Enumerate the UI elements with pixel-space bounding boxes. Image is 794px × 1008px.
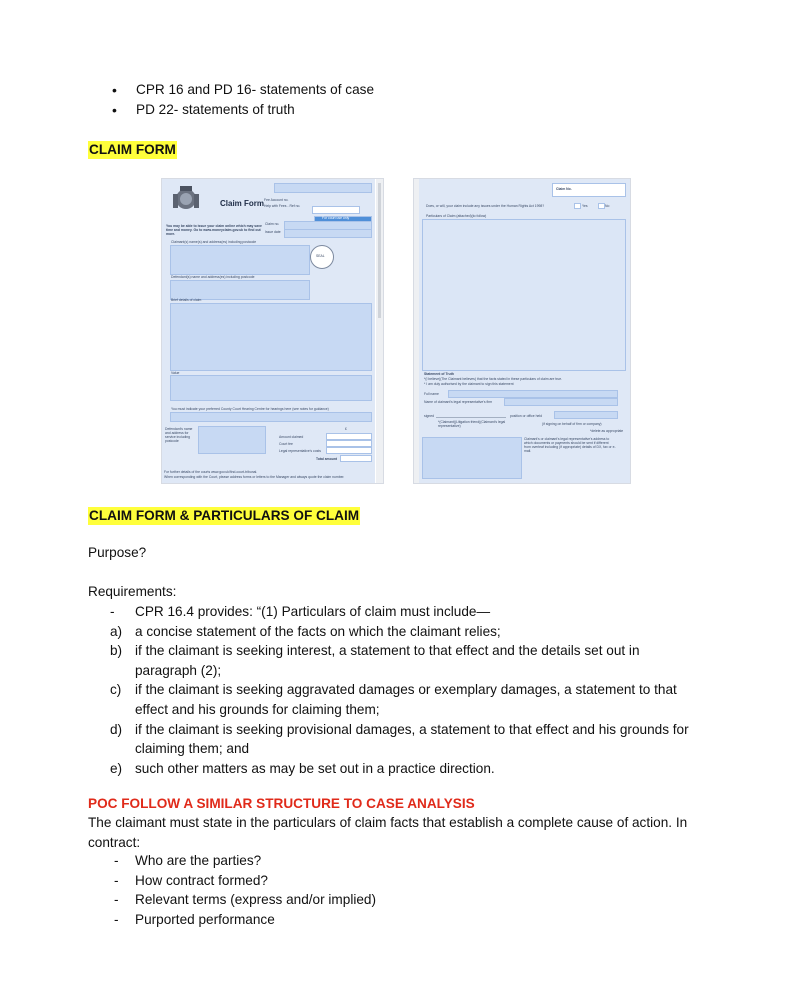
form-text: position or office held <box>510 414 542 418</box>
form-text: Full name <box>424 392 439 396</box>
purpose-line: Purpose? <box>88 545 147 560</box>
form-text: Statement of Truth <box>424 372 454 376</box>
form-text: Claimant(s) name(s) and address(es) including postcode <box>171 240 257 244</box>
contract-item <box>88 871 376 891</box>
heading-structure: POC FOLLOW A SIMILAR STRUCTURE TO CASE ANALYSIS <box>88 796 475 811</box>
list-marker: - <box>110 604 115 619</box>
structure-paragraph: The claimant must state in the particulars of claim facts that establish a complete cause of action. In contract: <box>88 815 688 850</box>
royal-crest-icon <box>170 184 202 214</box>
form-text: Claimant's or claimant's legal representative's address to which documents or payments should be sent if different from overleaf including (if appropriate) details of DX, fax or e-mail. <box>524 437 616 453</box>
contract-text: Purported performance <box>135 911 275 927</box>
requirement-text: if the claimant is seeking interest, a statement to that effect and the details set out in paragraph (2); <box>135 643 640 678</box>
form-text: You must indicate your preferred County Court Hearing Centre for hearings here (see notes for guidance) <box>171 407 329 411</box>
form-text: For court use only <box>322 216 350 220</box>
list-marker: - <box>114 853 119 868</box>
claim-form-page-1-image <box>161 178 384 484</box>
list-marker: d) <box>110 721 123 737</box>
form-text: For further details of the courts www.gov.uk/find-court-tribunal. <box>164 470 258 474</box>
form-text: Value <box>171 371 180 375</box>
list-marker: - <box>114 911 119 927</box>
form-text: Defendant's name and address for service including postcode <box>165 427 193 443</box>
list-marker: - <box>114 872 119 888</box>
requirement-item <box>88 641 698 680</box>
form-text: Particulars of Claim (attached)(to follow) <box>426 214 487 218</box>
contract-text: Relevant terms (express and/or implied) <box>135 892 377 908</box>
form-text: Yes <box>582 204 588 208</box>
contract-item <box>88 890 376 910</box>
form-text: Brief details of claim <box>171 298 202 302</box>
contract-item <box>88 910 376 930</box>
list-marker: - <box>114 892 119 908</box>
form-text: Total amount <box>316 457 338 461</box>
reference-bullet-list <box>112 80 374 120</box>
form-text: Court fee <box>279 442 293 446</box>
form-text: *(I believe)(The Claimant believes) that the facts stated in these particulars of claim are true. <box>424 377 563 381</box>
form-text: SEAL <box>316 254 325 258</box>
heading-claim-form: CLAIM FORM <box>89 142 176 157</box>
form-text: *delete as appropriate <box>590 429 624 433</box>
form-text: £ <box>345 427 347 431</box>
form-text: Legal representative's costs <box>279 449 321 453</box>
scrollbar[interactable] <box>414 179 419 483</box>
form-text: *(Claimant)(Litigation friend)(Claimant's legal representative) <box>438 420 506 428</box>
form-text: Name of claimant's legal representative's firm <box>424 400 493 404</box>
requirement-text: such other matters as may be set out in a practice direction. <box>135 760 495 776</box>
requirement-item <box>88 720 698 759</box>
form-text: Claim no. <box>265 222 280 226</box>
form-text: You may be able to issue your claim online which may save time and money. Go to www.moneyclaim.gov.uk to find out more. <box>166 224 262 236</box>
contract-list <box>88 851 376 929</box>
list-marker: b) <box>110 643 123 659</box>
heading-poc: CLAIM FORM & PARTICULARS OF CLAIM <box>89 508 360 523</box>
form-text: * I am duly authorised by the claimant to sign this statement <box>424 382 514 386</box>
contract-text: How contract formed? <box>135 872 268 888</box>
bullet-item: • PD 22- statements of truth <box>112 100 374 120</box>
requirement-text: CPR 16.4 provides: “(1) Particulars of claim must include— <box>135 604 491 619</box>
list-marker: e) <box>110 760 123 776</box>
requirements-list <box>88 602 698 778</box>
list-marker: c) <box>110 682 122 698</box>
scrollbar-thumb[interactable] <box>378 183 381 318</box>
requirement-text: if the claimant is seeking aggravated damages or exemplary damages, a statement to that effect and his grounds for claiming them; <box>135 682 677 717</box>
requirement-item <box>88 680 698 719</box>
claim-form-page-2-image <box>413 178 631 484</box>
list-marker: a) <box>110 623 123 639</box>
form-text: Defendant(s) name and address(es) including postcode <box>171 275 255 279</box>
form-text: Help with Fees - Ref no. <box>264 204 301 208</box>
form-text: signed <box>424 414 434 418</box>
requirement-item <box>88 602 698 622</box>
bullet-item: • CPR 16 and PD 16- statements of case <box>112 80 374 100</box>
form-text: When corresponding with the Court, please address forms or letters to the Manager and always quote the claim number. <box>164 475 345 479</box>
form-text: No <box>605 204 610 208</box>
requirement-text: a concise statement of the facts on which the claimant relies; <box>135 623 501 639</box>
requirements-line: Requirements: <box>88 584 177 599</box>
claim-form-title: Claim Form <box>220 199 265 208</box>
form-text: Amount claimed <box>279 435 304 439</box>
requirement-text: if the claimant is seeking provisional damages, a statement to that effect and his grounds for claiming them; and <box>135 721 689 757</box>
requirement-item <box>88 622 698 642</box>
requirement-item <box>88 759 698 779</box>
contract-item <box>88 851 376 871</box>
form-text: Fee Account no. <box>264 198 289 202</box>
form-text: Does, or will, your claim include any issues under the Human Rights Act 1998? <box>426 204 545 208</box>
form-text: (if signing on behalf of firm or company) <box>542 422 602 426</box>
form-text: Issue date <box>265 230 281 234</box>
contract-text: Who are the parties? <box>135 853 262 868</box>
form-text: Claim No. <box>556 187 572 191</box>
